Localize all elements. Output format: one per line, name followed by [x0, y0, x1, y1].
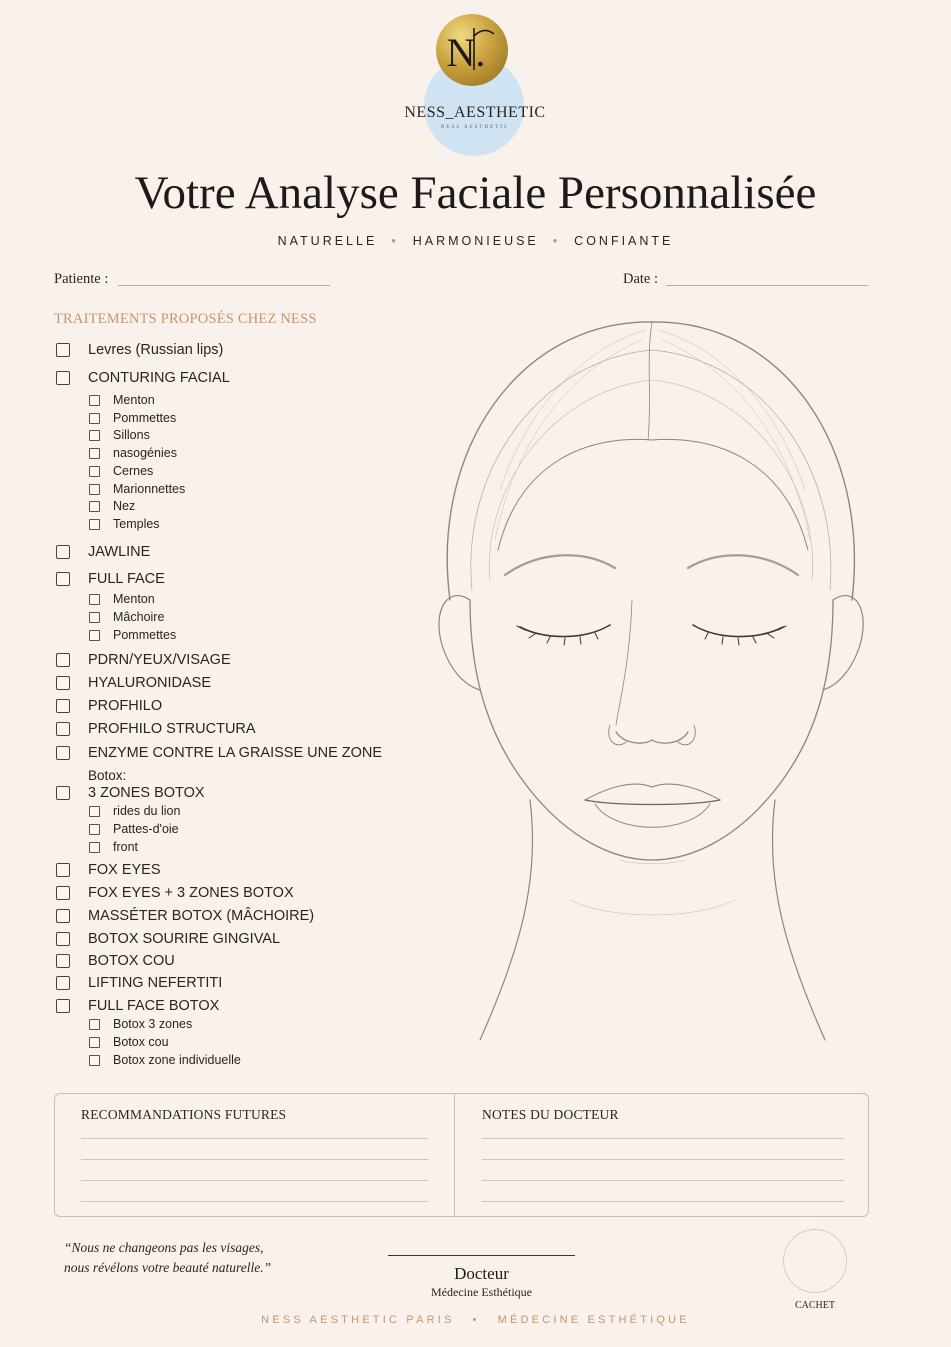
page-title: Votre Analyse Faciale Personnalisée: [134, 167, 817, 219]
checkbox[interactable]: [89, 466, 100, 477]
signature-line[interactable]: [388, 1255, 575, 1256]
footer: [0, 1314, 951, 1326]
treatment-label: ENZYME CONTRE LA GRAISSE UNE ZONE: [88, 745, 383, 761]
sub-treatment-label: Cernes: [113, 464, 154, 478]
checkbox[interactable]: [56, 932, 70, 946]
tagline-word-1: NATURELLE: [277, 234, 378, 248]
checkbox[interactable]: [89, 501, 100, 512]
checkbox[interactable]: [56, 976, 70, 990]
sub-treatment-item[interactable]: [89, 1017, 192, 1031]
checkbox[interactable]: [89, 842, 100, 853]
date-label: Date :: [623, 271, 659, 287]
sub-treatment-label: Menton: [113, 393, 155, 407]
sub-treatment-item[interactable]: [89, 411, 176, 425]
tagline-dot: •: [391, 234, 399, 248]
checkbox[interactable]: [56, 886, 70, 900]
footer-dot: •: [472, 1314, 480, 1326]
sub-treatment-item[interactable]: [89, 610, 164, 624]
treatment-item[interactable]: [56, 571, 165, 587]
checkbox[interactable]: [89, 413, 100, 424]
checkbox[interactable]: [89, 1055, 100, 1066]
checkbox[interactable]: [89, 824, 100, 835]
treatment-label: Levres (Russian lips): [88, 342, 224, 358]
checkbox[interactable]: [56, 699, 70, 713]
tagline-word-3: CONFIANTE: [574, 234, 674, 248]
checkbox[interactable]: [56, 343, 70, 357]
botox-group-label: Botox:: [88, 768, 127, 783]
sub-treatment-label: Botox cou: [113, 1035, 169, 1049]
sub-treatment-label: Sillons: [113, 428, 150, 442]
footer-left: NESS AESTHETIC PARIS: [261, 1314, 455, 1326]
checkbox[interactable]: [56, 863, 70, 877]
treatment-label: PROFHILO: [88, 698, 163, 714]
treatment-label: FULL FACE BOTOX: [88, 998, 220, 1014]
checkbox[interactable]: [56, 572, 70, 586]
checkbox[interactable]: [56, 786, 70, 800]
patient-label: Patiente :: [54, 271, 109, 287]
svg-text:N.: N.: [446, 30, 486, 75]
sub-treatment-item[interactable]: [89, 592, 155, 606]
sub-treatment-label: Menton: [113, 592, 155, 606]
checkbox[interactable]: [89, 806, 100, 817]
treatment-item[interactable]: [56, 862, 161, 878]
notes-divider: [454, 1093, 455, 1217]
stamp-label: CACHET: [795, 1300, 835, 1311]
treatment-item[interactable]: [56, 953, 175, 969]
sub-treatment-item[interactable]: [89, 1053, 241, 1067]
sub-treatment-label: Pommettes: [113, 411, 177, 425]
footer-right: MÉDECINE ESTHÉTIQUE: [497, 1314, 690, 1326]
recommendations-heading: RECOMMANDATIONS FUTURES: [81, 1107, 287, 1122]
treatment-label: PDRN/YEUX/VISAGE: [88, 652, 231, 668]
treatment-item[interactable]: [56, 908, 314, 924]
doctor-title: Docteur: [454, 1264, 509, 1283]
treatment-item[interactable]: [56, 785, 205, 801]
patient-field[interactable]: [118, 284, 330, 286]
treatment-item[interactable]: [56, 745, 382, 761]
checkbox[interactable]: [89, 519, 100, 530]
sub-treatment-item[interactable]: [89, 446, 177, 460]
treatment-label: BOTOX COU: [88, 953, 175, 969]
checkbox[interactable]: [56, 676, 70, 690]
treatment-label: MASSÉTER BOTOX (MÂCHOIRE): [88, 908, 315, 924]
sub-treatment-label: Marionnettes: [113, 482, 186, 496]
sub-treatment-label: Pommettes: [113, 628, 177, 642]
checkbox[interactable]: [89, 484, 100, 495]
sub-treatment-item[interactable]: [89, 628, 176, 642]
doctor-notes-line[interactable]: [482, 1180, 844, 1181]
checkbox[interactable]: [56, 909, 70, 923]
checkbox[interactable]: [89, 395, 100, 406]
treatment-label: 3 ZONES BOTOX: [88, 785, 205, 801]
tagline-word-2: HARMONIEUSE: [412, 234, 539, 248]
treatment-label: LIFTING NEFERTITI: [88, 975, 223, 991]
sub-treatment-label: front: [113, 840, 139, 854]
recommendations-line[interactable]: [81, 1159, 429, 1160]
treatment-item[interactable]: [56, 885, 294, 901]
doctor-subtitle: Médecine Esthétique: [431, 1285, 532, 1299]
checkbox[interactable]: [89, 430, 100, 441]
stamp-circle: [783, 1229, 847, 1293]
tagline-dot: •: [552, 234, 561, 248]
doctor-notes-line[interactable]: [482, 1201, 844, 1202]
checkbox[interactable]: [89, 1037, 100, 1048]
logo-monogram-icon: [436, 14, 508, 86]
treatment-item[interactable]: [56, 698, 162, 714]
treatment-item[interactable]: [56, 675, 211, 691]
sub-treatment-label: rides du lion: [113, 804, 181, 818]
sub-treatment-item[interactable]: [89, 428, 150, 442]
treatment-item[interactable]: [56, 370, 230, 386]
sub-treatment-label: nasogénies: [113, 446, 177, 460]
checkbox[interactable]: [89, 612, 100, 623]
treatment-label: BOTOX SOURIRE GINGIVAL: [88, 931, 281, 947]
brand-subname: NESS AESTHETIC: [440, 125, 510, 130]
recommendations-line[interactable]: [81, 1201, 429, 1202]
sub-treatment-item[interactable]: [89, 464, 153, 478]
checkbox[interactable]: [56, 999, 70, 1013]
checkbox[interactable]: [89, 594, 100, 605]
checkbox[interactable]: [56, 746, 70, 760]
treatment-label: FOX EYES: [88, 862, 161, 878]
quote-line-1: “Nous ne changeons pas les visages,: [64, 1240, 264, 1255]
sub-treatment-item[interactable]: [89, 840, 138, 854]
brand-logo: [380, 8, 570, 158]
recommendations-line[interactable]: [81, 1180, 429, 1181]
sub-treatment-label: Pattes-d'oie: [113, 822, 179, 836]
face-illustration: [420, 300, 890, 1060]
treatment-item[interactable]: [56, 975, 222, 991]
sub-treatment-label: Nez: [113, 499, 136, 513]
checkbox[interactable]: [56, 954, 70, 968]
date-field[interactable]: [666, 284, 868, 286]
checkbox[interactable]: [89, 1019, 100, 1030]
brand-name: NESS_AESTHETIC: [404, 104, 546, 121]
checkbox[interactable]: [89, 448, 100, 459]
sub-treatment-label: Temples: [113, 517, 160, 531]
sub-treatment-item[interactable]: [89, 499, 135, 513]
doctor-notes-heading: NOTES DU DOCTEUR: [482, 1107, 619, 1122]
sub-treatment-item[interactable]: [89, 1035, 169, 1049]
sub-treatment-item[interactable]: [89, 482, 185, 496]
treatment-label: CONTURING FACIAL: [88, 370, 230, 386]
treatment-label: FULL FACE: [88, 571, 165, 587]
treatment-label: PROFHILO STRUCTURA: [88, 721, 256, 737]
doctor-notes-line[interactable]: [482, 1159, 844, 1160]
treatment-item[interactable]: [56, 652, 231, 668]
treatment-label: HYALURONIDASE: [88, 675, 212, 691]
treatment-item[interactable]: [56, 544, 150, 560]
sub-treatment-item[interactable]: [89, 393, 155, 407]
doctor-notes-line[interactable]: [482, 1138, 844, 1139]
quote-line-2: nous révélons votre beauté naturelle.”: [64, 1260, 272, 1275]
tagline: [0, 234, 951, 248]
treatment-item[interactable]: [56, 342, 223, 358]
treatment-label: FOX EYES + 3 ZONES BOTOX: [88, 885, 294, 901]
sub-treatment-item[interactable]: [89, 517, 160, 531]
sub-treatment-label: Mâchoire: [113, 610, 165, 624]
sub-treatment-label: Botox zone individuelle: [113, 1053, 241, 1067]
quote: [64, 1238, 271, 1278]
treatment-item[interactable]: [56, 998, 219, 1014]
checkbox[interactable]: [56, 722, 70, 736]
checkbox[interactable]: [56, 653, 70, 667]
sub-treatment-label: Botox 3 zones: [113, 1017, 193, 1031]
checkbox[interactable]: [56, 545, 70, 559]
sub-treatment-item[interactable]: [89, 822, 179, 836]
section-heading: TRAITEMENTS PROPOSÉS CHEZ NESS: [54, 311, 317, 327]
checkbox[interactable]: [56, 371, 70, 385]
treatment-label: JAWLINE: [88, 544, 151, 560]
treatment-item[interactable]: [56, 931, 280, 947]
sub-treatment-item[interactable]: [89, 804, 180, 818]
checkbox[interactable]: [89, 630, 100, 641]
treatment-item[interactable]: [56, 721, 256, 737]
recommendations-line[interactable]: [81, 1138, 429, 1139]
